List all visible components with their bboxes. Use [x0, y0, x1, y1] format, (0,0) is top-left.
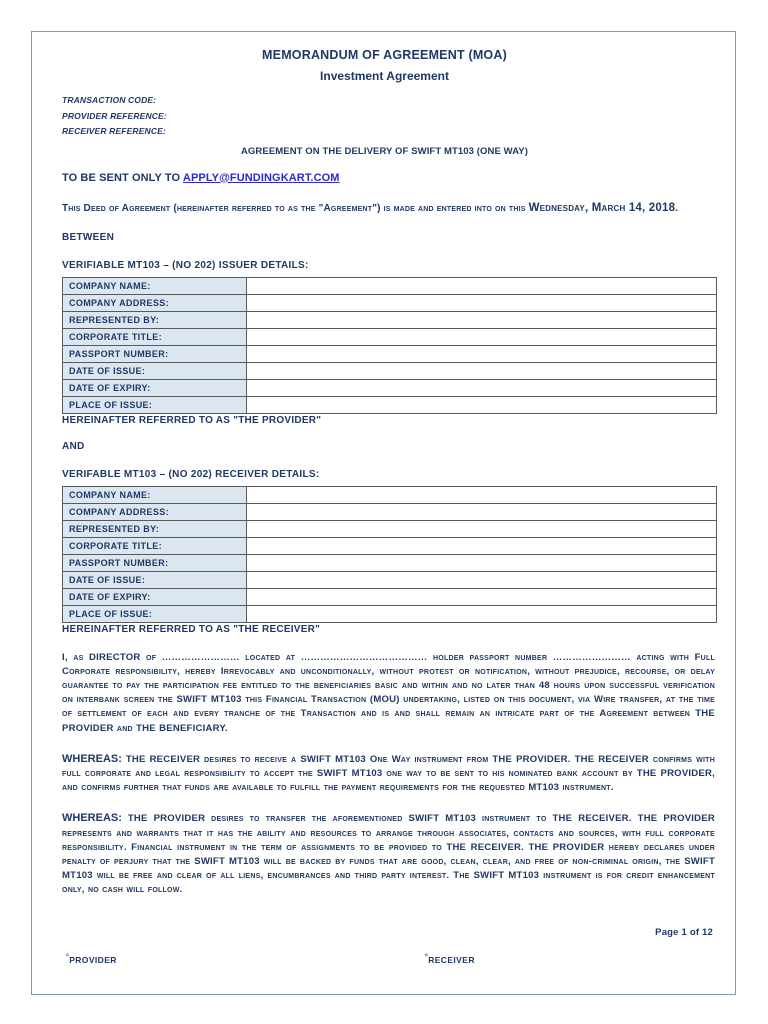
whereas-provider-paragraph	[62, 811, 715, 897]
apply-email-link[interactable]: APPLY@FUNDINGKART.COM	[182, 171, 340, 184]
receiver-value-corporate-title[interactable]	[247, 537, 717, 554]
receiver-value-date-of-expiry[interactable]	[247, 588, 717, 605]
issuer-details-table	[62, 277, 717, 414]
receiver-label-company-name: COMPANY NAME:	[63, 486, 247, 503]
receiver-reference-label: RECEIVER REFERENCE:	[62, 126, 166, 136]
page-subtitle: Investment Agreement	[320, 69, 449, 83]
document-page	[31, 31, 736, 995]
table-row	[63, 605, 717, 622]
table-row	[63, 311, 717, 328]
receiver-value-company-address[interactable]	[247, 503, 717, 520]
issuer-value-company-name[interactable]	[247, 277, 717, 294]
receiver-label-company-address: COMPANY ADDRESS:	[63, 503, 247, 520]
issuer-value-company-address[interactable]	[247, 294, 717, 311]
director-declaration-paragraph: I, as DIRECTOR of …………………… located at ………………………………… holder passport number …………………… acting with Full Corporate responsibility, hereby Irrevocably and unconditionally, without protest or notification, without prejudice, recourse, or delay guarantee to pay the participation fee entitled to the beneficiaries basic and within and no later than 48 hours upon successful verification on interbank screen the SWIFT MT103 this Financial Transaction (MOU) undertaking, listed on this document, via Wire transfer, at the time of settlement of each and every tranche of the Transaction and is and shall remain an intricate part of the Agreement between THE PROVIDER and THE BENEFICIARY.	[62, 651, 715, 734]
deed-text-after: .	[675, 202, 679, 214]
table-row	[63, 503, 717, 520]
receiver-value-represented-by[interactable]	[247, 520, 717, 537]
receiver-label-date-of-expiry: DATE OF EXPIRY:	[63, 588, 247, 605]
issuer-label-place-of-issue: PLACE OF ISSUE:	[63, 396, 247, 413]
table-row	[63, 588, 717, 605]
issuer-value-date-of-expiry[interactable]	[247, 379, 717, 396]
between-label: BETWEEN	[62, 231, 115, 243]
issuer-value-place-of-issue[interactable]	[247, 396, 717, 413]
receiver-label-text: RECEIVER	[428, 954, 475, 965]
receiver-label-date-of-issue: DATE OF ISSUE:	[63, 571, 247, 588]
and-label: AND	[62, 440, 85, 452]
issuer-label-company-name: COMPANY NAME:	[63, 277, 247, 294]
issuer-value-date-of-issue[interactable]	[247, 362, 717, 379]
receiver-value-place-of-issue[interactable]	[247, 605, 717, 622]
issuer-label-passport-number: PASSPORT NUMBER:	[63, 345, 247, 362]
receiver-hereinafter-note: HEREINAFTER REFERRED TO AS "THE RECEIVER"	[62, 623, 321, 635]
receiver-label-passport-number: PASSPORT NUMBER:	[63, 554, 247, 571]
table-row	[63, 362, 717, 379]
provider-reference-label: PROVIDER REFERENCE:	[62, 110, 167, 121]
provider-label-text: PROVIDER	[69, 954, 117, 965]
table-row	[63, 294, 717, 311]
table-row	[63, 345, 717, 362]
table-row	[63, 554, 717, 571]
receiver-value-date-of-issue[interactable]	[247, 571, 717, 588]
issuer-hereinafter-note: HEREINAFTER REFERRED TO AS "THE PROVIDER"	[62, 414, 322, 426]
signature-receiver-label	[425, 954, 475, 965]
receiver-value-passport-number[interactable]	[247, 554, 717, 571]
deed-date: Wednesday, March 14, 2018	[528, 201, 676, 214]
issuer-label-date-of-expiry: DATE OF EXPIRY:	[63, 379, 247, 396]
whereas-receiver-text: THE RECEIVER desires to receive a SWIFT MT103 One Way instrument from THE PROVIDER. THE RECEIVER confirms with full corporate and legal responsibility to accept the SWIFT MT103 one way to be sent to his nominated bank account by THE PROVIDER, and confirms further that funds are available to fulfill the payment requirements for the requested MT103 instrument.	[62, 753, 715, 794]
table-row	[63, 379, 717, 396]
receiver-label-place-of-issue: PLACE OF ISSUE:	[63, 605, 247, 622]
issuer-label-represented-by: REPRESENTED BY:	[63, 311, 247, 328]
whereas-receiver-paragraph	[62, 752, 715, 796]
issuer-label-company-address: COMPANY ADDRESS:	[63, 294, 247, 311]
whereas-provider-text: THE PROVIDER desires to transfer the aforementioned SWIFT MT103 instrument to THE RECEIVER. THE PROVIDER represents and warrants that it has the ability and resources to arrange through associates, contacts and sources, with full corporate responsibility. Financial instrument in the term of assignments to be provided to THE RECEIVER. THE PROVIDER hereby declares under penalty of perjury that the SWIFT MT103 will be backed by funds that are good, clean, clear, and free of non-criminal origin, the SWIFT MT103 will be free and clear of all liens, encumbrances and third party interest. The SWIFT MT103 instrument is for credit enhancement only, no cash will follow.	[62, 813, 715, 896]
receiver-value-company-name[interactable]	[247, 486, 717, 503]
issuer-value-passport-number[interactable]	[247, 345, 717, 362]
issuer-label-date-of-issue: DATE OF ISSUE:	[63, 362, 247, 379]
receiver-label-represented-by: REPRESENTED BY:	[63, 520, 247, 537]
issuer-value-represented-by[interactable]	[247, 311, 717, 328]
send-to-prefix: TO BE SENT ONLY TO	[62, 171, 183, 184]
issuer-value-corporate-title[interactable]	[247, 328, 717, 345]
table-row	[63, 571, 717, 588]
receiver-label-corporate-title: CORPORATE TITLE:	[63, 537, 247, 554]
table-row	[63, 277, 717, 294]
deed-text-before: This Deed of Agreement (hereinafter referred to as the "Agreement") is made and entered into on this	[62, 202, 529, 214]
provider-marker-icon: °	[66, 954, 70, 961]
transaction-code-label: TRANSACTION CODE:	[62, 95, 157, 105]
table-row	[63, 520, 717, 537]
table-row	[63, 537, 717, 554]
table-row	[63, 396, 717, 413]
reference-block	[48, 93, 721, 140]
page-content	[48, 42, 721, 986]
page-title: MEMORANDUM OF AGREEMENT (MOA)	[262, 48, 507, 62]
table-row	[63, 486, 717, 503]
issuer-label-corporate-title: CORPORATE TITLE:	[63, 328, 247, 345]
receiver-details-heading: VERIFABLE MT103 – (NO 202) RECEIVER DETAILS:	[62, 468, 320, 480]
table-row	[63, 328, 717, 345]
deed-paragraph	[62, 201, 715, 216]
whereas-provider-label: WHEREAS:	[62, 812, 122, 825]
page-number: Page 1 of 12	[655, 927, 713, 938]
issuer-details-heading: VERIFIABLE MT103 – (NO 202) ISSUER DETAILS:	[62, 259, 309, 271]
signature-provider-label	[66, 954, 117, 965]
receiver-marker-icon: °	[425, 954, 429, 961]
send-to-line	[48, 172, 721, 184]
whereas-receiver-label: WHEREAS:	[62, 752, 122, 765]
agreement-delivery-line: AGREEMENT ON THE DELIVERY OF SWIFT MT103 (ONE WAY)	[240, 145, 529, 157]
receiver-details-table	[62, 486, 717, 623]
document-body	[48, 201, 721, 898]
